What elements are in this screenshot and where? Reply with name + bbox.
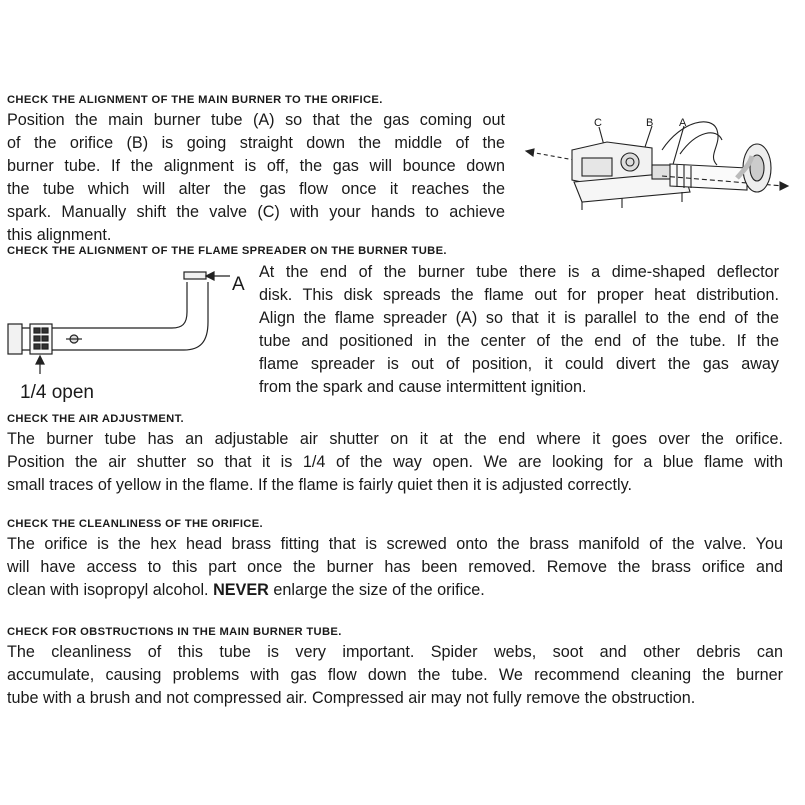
text-line: disk. This disk spreads the flame out for proper heat distribution. bbox=[259, 286, 779, 304]
text-line: The orifice is the hex head brass fitting that is screwed onto the brass manifold of the valve. You bbox=[7, 535, 783, 553]
section-body-flame-spreader bbox=[259, 261, 779, 399]
text-line: this alignment. bbox=[7, 226, 112, 244]
section-heading-burner-alignment: CHECK THE ALIGNMENT OF THE MAIN BURNER TO THE ORIFICE. bbox=[7, 94, 383, 106]
text-segment: clean with isopropyl alcohol. bbox=[7, 581, 214, 599]
text-line: from the spark and cause intermittent ignition. bbox=[259, 378, 587, 396]
quarter-open-caption: 1/4 open bbox=[20, 382, 94, 403]
section-body-air-adjustment bbox=[7, 428, 783, 497]
text-line: of the orifice (B) is going straight down the middle of the bbox=[7, 134, 505, 152]
text-line: The burner tube has an adjustable air shutter on it at the end where it goes over the orifice. bbox=[7, 430, 783, 448]
text-line: accumulate, causing problems with gas flow down the tube. We recommend cleaning the burner bbox=[7, 666, 783, 684]
text-segment: enlarge the size of the orifice. bbox=[268, 581, 485, 599]
section-heading-air-adjustment: CHECK THE AIR ADJUSTMENT. bbox=[7, 413, 184, 425]
text-line: flame spreader is out of position, it could divert the gas away bbox=[259, 355, 779, 373]
burner-tube-diagram bbox=[2, 262, 257, 407]
label-a: A bbox=[679, 117, 687, 129]
text-line: the tube which will alter the gas flow once it reaches the bbox=[7, 180, 505, 198]
section-heading-flame-spreader: CHECK THE ALIGNMENT OF THE FLAME SPREADER ON THE BURNER TUBE. bbox=[7, 245, 447, 257]
section-heading-tube-obstructions: CHECK FOR OBSTRUCTIONS IN THE MAIN BURNER TUBE. bbox=[7, 626, 342, 638]
text-line: burner tube. If the alignment is off, the gas will bounce down bbox=[7, 157, 505, 175]
text-line: tube with a brush and not compressed air. Compressed air may not fully remove the obstruction. bbox=[7, 689, 696, 707]
text-line bbox=[7, 579, 783, 602]
section-body-orifice-cleanliness bbox=[7, 533, 783, 602]
text-line: will have access to this part once the burner has been removed. Remove the brass orifice and bbox=[7, 558, 783, 576]
text-line: Position the main burner tube (A) so that the gas coming out bbox=[7, 111, 505, 129]
text-line: Position the air shutter so that it is 1/4 of the way open. We are looking for a blue flame with bbox=[7, 453, 783, 471]
valve-burner-diagram bbox=[512, 110, 792, 220]
text-line: Align the flame spreader (A) so that it is parallel to the end of the bbox=[259, 309, 779, 327]
text-line: At the end of the burner tube there is a dime-shaped deflector bbox=[259, 263, 779, 281]
section-heading-orifice-cleanliness: CHECK THE CLEANLINESS OF THE ORIFICE. bbox=[7, 518, 263, 530]
label-a-spreader: A bbox=[232, 274, 245, 295]
label-b: B bbox=[646, 117, 654, 129]
never-emphasis: NEVER bbox=[213, 581, 269, 599]
section-body-burner-alignment bbox=[7, 109, 505, 247]
text-line: tube and positioned in the center of the end of the tube. If the bbox=[259, 332, 779, 350]
text-line: small traces of yellow in the flame. If the flame is fairly quiet then it is adjusted correctly. bbox=[7, 476, 632, 494]
text-line: The cleanliness of this tube is very important. Spider webs, soot and other debris can bbox=[7, 643, 783, 661]
label-c: C bbox=[594, 117, 602, 129]
section-body-tube-obstructions bbox=[7, 641, 783, 710]
text-line: spark. Manually shift the valve (C) with your hands to achieve bbox=[7, 203, 505, 221]
